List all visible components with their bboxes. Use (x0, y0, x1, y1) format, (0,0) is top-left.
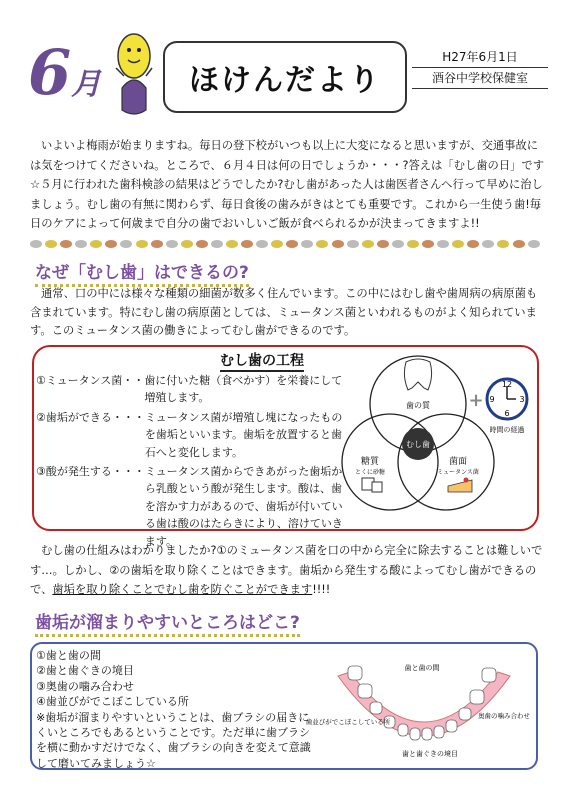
issue-info (412, 47, 548, 89)
decorative-divider (30, 238, 540, 250)
list-item: ①歯と歯の間 (36, 649, 101, 662)
teeth-diagram (305, 646, 530, 764)
tooth-icon (404, 359, 431, 390)
month-unit: 月 (71, 67, 102, 102)
summary-exclaim: !!!! (312, 583, 331, 596)
summary-text: むし歯の仕組みはわかりましたか?①のミュータンス菌を口の中から完全に除去することは難しいです…。しかし、②の歯垢を取り除くことはできます。歯垢から発生する酸によってむし歯ができるので、 (30, 544, 543, 596)
list-item: ④歯並びがでこぼこしている所 (36, 695, 189, 709)
venn-label-right-sub: ミュータンス菌 (437, 469, 479, 476)
step-text: 歯に付いた糖（食べかす）を栄養にして増殖します。 (144, 374, 343, 405)
summary-emphasis: 歯垢を取り除くことでむし歯を防ぐことができます (52, 583, 313, 596)
label-molars: 奥歯の噛み合わせ (478, 712, 530, 720)
step-label: ①ミュータンス菌・・ (36, 374, 145, 387)
venn-label-left-sub: とくに砂糖 (354, 469, 386, 476)
plaque-spot-list (36, 648, 316, 771)
issue-date: H27年6月1日 (412, 47, 548, 68)
step-label: ②歯垢ができる・・・ (36, 410, 145, 424)
summary-paragraph (30, 541, 550, 600)
venn-label-left: 糖質 (360, 457, 380, 467)
clock-num-6: 6 (504, 409, 510, 418)
step-label: ③酸が発生する・・・ (36, 465, 145, 479)
cake-icon (448, 478, 472, 493)
label-gumline: 歯と歯ぐきの境目 (402, 750, 458, 758)
process-step (36, 372, 346, 407)
plus-sign: + (468, 390, 484, 411)
time-label: 時間の経過 (489, 426, 525, 434)
venn-label-top: 歯の質 (406, 401, 430, 410)
clock-num-9: 9 (489, 395, 495, 404)
list-item: ②歯と歯ぐきの境目 (36, 664, 134, 678)
venn-label-center: むし歯 (406, 440, 430, 449)
intro-paragraph: いよいよ梅雨が始まりますね。毎日の登下校がいつも以上に大変になると思いますが、交通事故には気をつけてくださいね。ところで、６月４日は何の日でしょうか・・・?答えは「むし歯の日」です☆５月に行われた歯科検診の結果はどうでしたか?むし歯があった人は歯医者さんへ行って早めに治しましょう。むし歯の有無に関わらず、毎日食後の歯みがきはとても重要です。これから一生使う歯!毎日のケアによって何歳まで自分の歯でおいしいご飯が食べられるかが決まってきますよ!! (30, 139, 545, 230)
brushing-note: ※歯垢が溜まりやすいということは、歯ブラシの届きにくいところでもあるということです。ただ単に歯ブラシを横に動かすだけでなく、歯ブラシの向きを変えて意識して磨いてみましょう☆ (36, 710, 311, 770)
step-text: ミュータンス菌が増殖し塊になったものを歯垢といいます。歯垢を放置すると歯石へと変化します。 (144, 410, 343, 459)
label-uneven: 歯並びがでこぼこしている所 (305, 718, 391, 726)
publisher: 酒谷中学校保健室 (412, 68, 548, 89)
step-text: ミュータンス菌からできあがった歯垢から乳酸という酸が発生します。酸は、歯を溶かす力があるので、歯垢が付いている歯は酸のはたらきにより、溶けていきます。 (144, 465, 343, 548)
month-number: 6 (28, 36, 72, 109)
process-step (36, 463, 346, 550)
label-between: 歯と歯の間 (404, 664, 440, 672)
process-steps (36, 372, 346, 552)
section-heading-why-cavities: なぜ「むし歯」はできるの? (35, 258, 249, 287)
clock-num-12: 12 (501, 380, 513, 389)
venn-label-right: 菌面 (448, 457, 468, 467)
clock-icon (483, 375, 531, 437)
section-body-bacteria: 通常、口の中には様々な種類の細菌が数多く住んでいます。この中にはむし歯や歯周病の病原菌も含まれています。特にむし歯の病原菌としては、ミュータンス菌といわれるものがよく知られています。このミュータンス菌の働きによってむし歯ができるのです。 (30, 287, 538, 337)
list-item: ③奥歯の噛み合わせ (36, 679, 134, 693)
sugar-icon (362, 478, 382, 492)
newsletter-title: ほけんだより (163, 41, 407, 113)
section-heading-plaque-spots: 歯垢が溜まりやすいところはどこ? (35, 608, 300, 637)
mascot-illustration (108, 28, 164, 118)
clock-num-3: 3 (519, 395, 525, 404)
box-title: むし歯の工程 (220, 350, 304, 372)
process-step (36, 409, 346, 461)
month-badge (28, 36, 102, 109)
